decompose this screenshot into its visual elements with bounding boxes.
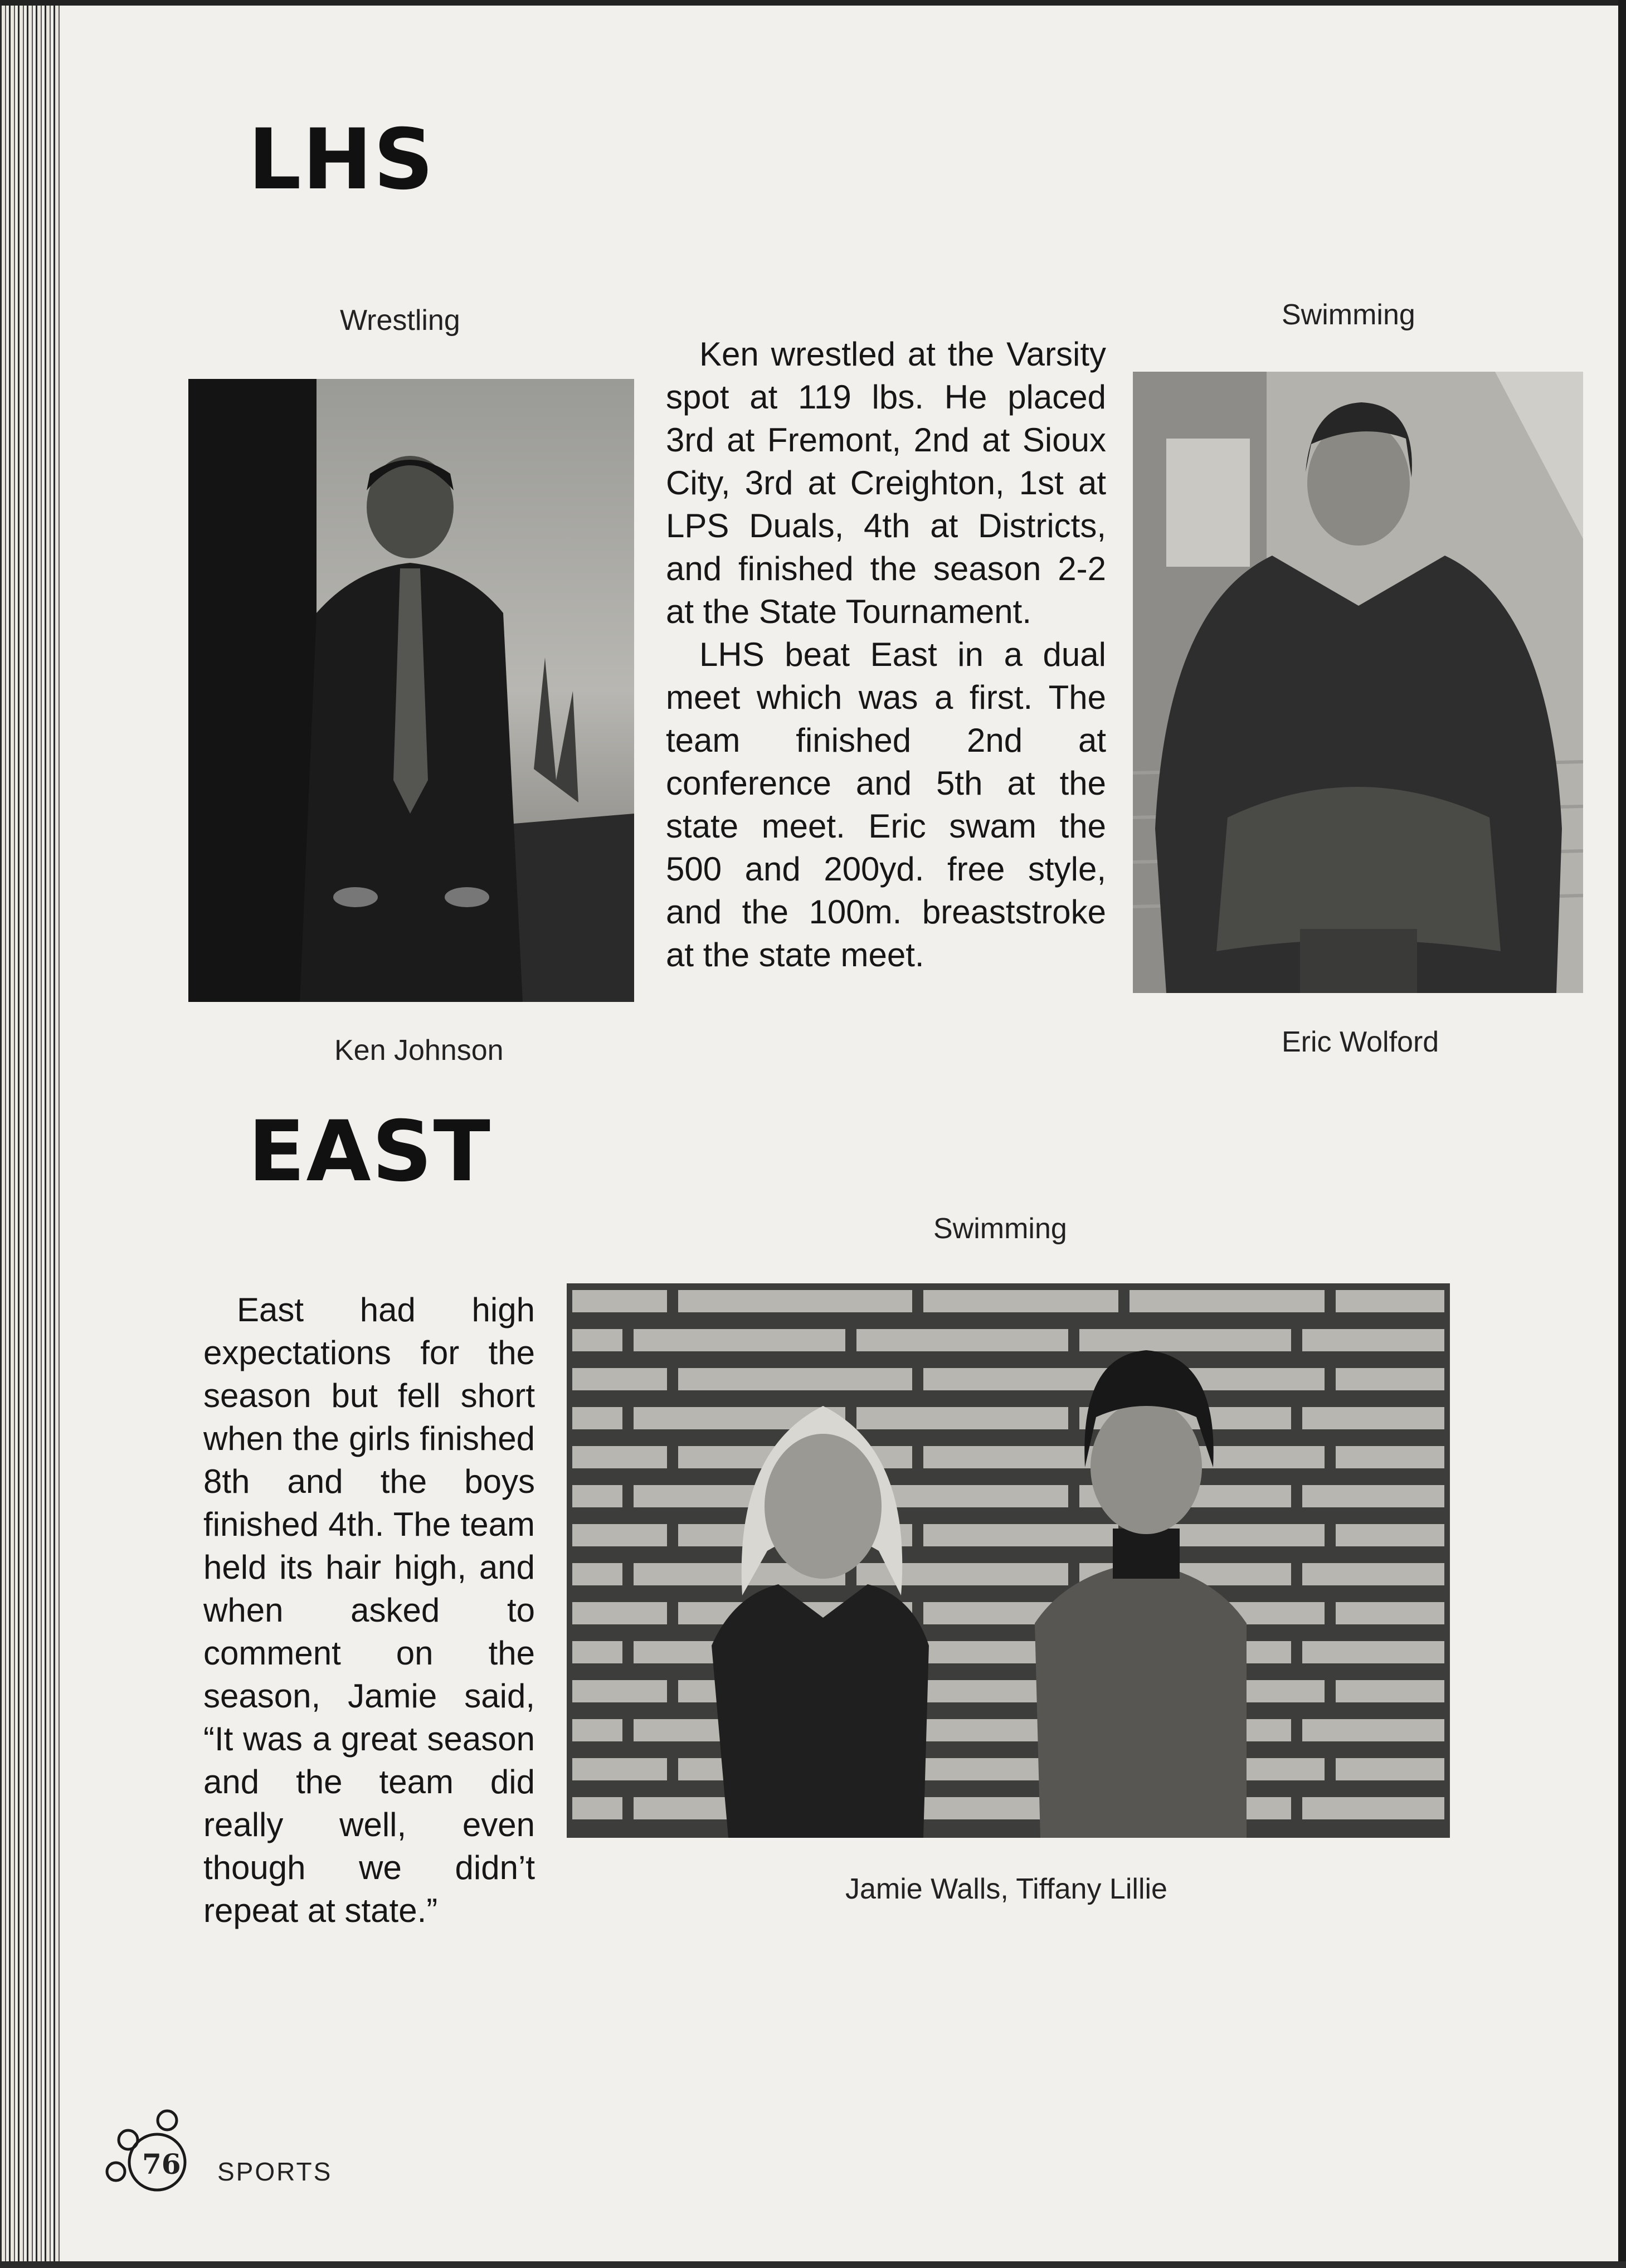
lhs-swimming-label: Swimming	[1282, 299, 1415, 331]
east-paragraph: East had high expectations for the season but fell short when the girls finished 8th and the boys finished 4th. The team held its hair high, and when asked to comment on the season, Jamie said, “It was a great season and the team did really well, even though we didn’t repeat at state.”	[203, 1291, 535, 1929]
lhs-article	[666, 333, 1106, 976]
scan-right-edge	[1618, 0, 1626, 2268]
scan-bottom-edge	[0, 2261, 1626, 2268]
scan-top-edge	[0, 0, 1626, 6]
lhs-paragraph-wrestling: Ken wrestled at the Varsity spot at 119 lbs. He placed 3rd at Fremont, 2nd at Sioux City, 3rd at Creighton, 1st at LPS Duals, 4th at Districts, and finished the season 2-2 at the State Tournament.	[666, 335, 1106, 630]
wrestler-photo	[188, 379, 634, 1002]
east-swimmers-caption: Jamie Walls, Tiffany Lillie	[845, 1873, 1167, 1905]
east-swimming-label: Swimming	[933, 1213, 1067, 1245]
book-spine-edge	[0, 0, 61, 2268]
east-article	[203, 1288, 535, 1932]
section-label: SPORTS	[217, 2157, 333, 2186]
swimmer-photo	[1133, 372, 1583, 993]
lhs-paragraph-swimming: LHS beat East in a dual meet which was a first. The team finished 2nd at conference and 5th at the state meet. Eric swam the 500 and 200yd. free style, and the 100m. breaststroke at the state meet.	[666, 636, 1106, 974]
east-swimmers-photo	[567, 1283, 1450, 1838]
page-number: 76	[142, 2148, 181, 2181]
east-heading: EAST	[248, 1103, 491, 1200]
lhs-heading: LHS	[248, 111, 435, 208]
wrestler-caption: Ken Johnson	[334, 1034, 504, 1067]
wrestling-label: Wrestling	[340, 304, 460, 337]
swimmer-caption: Eric Wolford	[1282, 1026, 1439, 1058]
